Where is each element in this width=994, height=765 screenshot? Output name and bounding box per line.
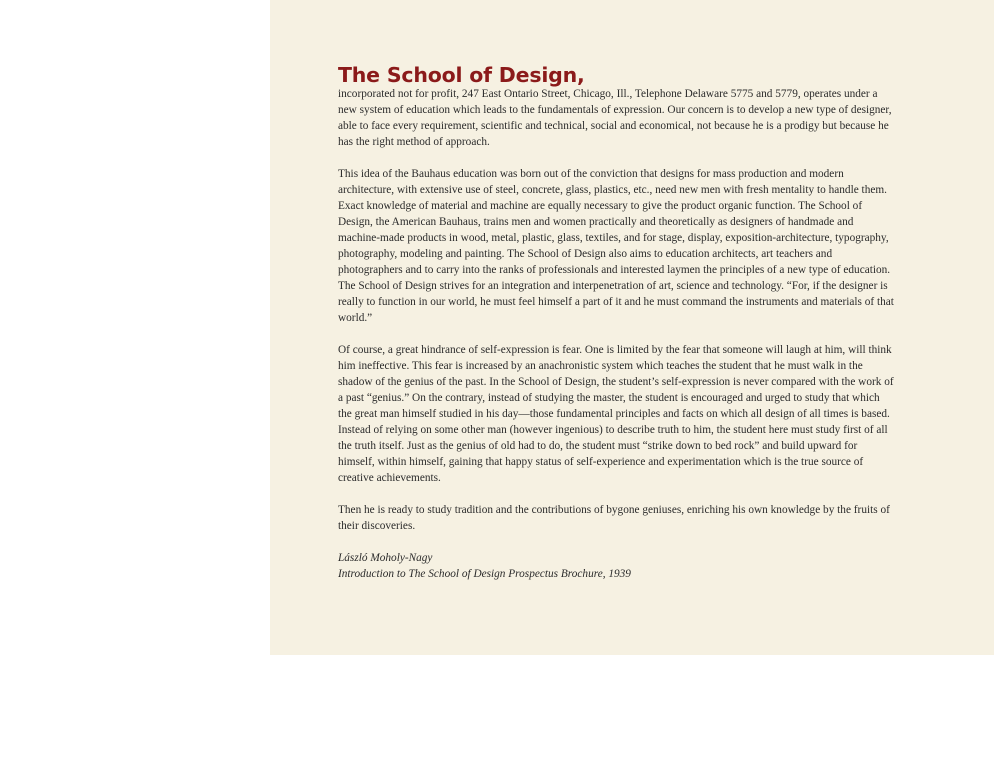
- document-page: [270, 0, 994, 655]
- paragraph-1: incorporated not for profit, 247 East Ontario Street, Chicago, Ill., Telephone Delaware 5775 and 5779, operates under a new system of education which leads to the fundamentals of expression. Our concern is to develop a new type of designer, able to face every requirement, scientific and technical, social and economical, not because he is a prodigy but because he has the right method of approach.: [338, 88, 892, 148]
- author-signature: László Moholy-Nagy: [338, 552, 433, 564]
- paragraph-4: Then he is ready to study tradition and the contributions of bygone geniuses, enriching his own knowledge by the fruits of their discoveries.: [338, 504, 890, 532]
- paragraph-2: This idea of the Bauhaus education was born out of the conviction that designs for mass production and modern architecture, with extensive use of steel, concrete, glass, plastics, etc., need new men with fresh mentality to handle them. Exact knowledge of material and machine are equally necessary to give the product organic function. The School of Design, the American Bauhaus, trains men and women practically and theoretically as designers of handmade and machine-made products in wood, metal, plastic, glass, textiles, and for stage, display, exposition-architecture, typography, photography, modeling and painting. The School of Design also aims to education architects, art teachers and photographers and to carry into the ranks of professionals and interested laymen the principles of a new type of education. The School of Design strives for an integration and interpenetration of art, science and technology. “For, if the designer is really to function in our world, he must feel himself a part of it and he must command the instruments and materials of that world.”: [338, 168, 894, 324]
- document-title: The School of Design,: [338, 63, 585, 87]
- source-citation: Introduction to The School of Design Prospectus Brochure, 1939: [338, 568, 631, 580]
- paragraph-3: Of course, a great hindrance of self-expression is fear. One is limited by the fear that someone will laugh at him, will think him ineffective. This fear is increased by an anachronistic system which teaches the student that he must walk in the shadow of the genius of the past. In the School of Design, the student’s self-expression is never compared with the work of a past “genius.” On the contrary, instead of studying the master, the student is encouraged and urged to study that which the great man himself studied in his day—those fundamental principles and facts on which all design of all times is based. Instead of relying on some other man (however ingenious) to describe truth to him, the student here must study first of all the truth itself. Just as the genius of old had to do, the student must “strike down to bed rock” and build upward for himself, within himself, gaining that happy status of self-experience and experimentation which is the true source of creative achievements.: [338, 344, 894, 484]
- document-body: [338, 62, 894, 582]
